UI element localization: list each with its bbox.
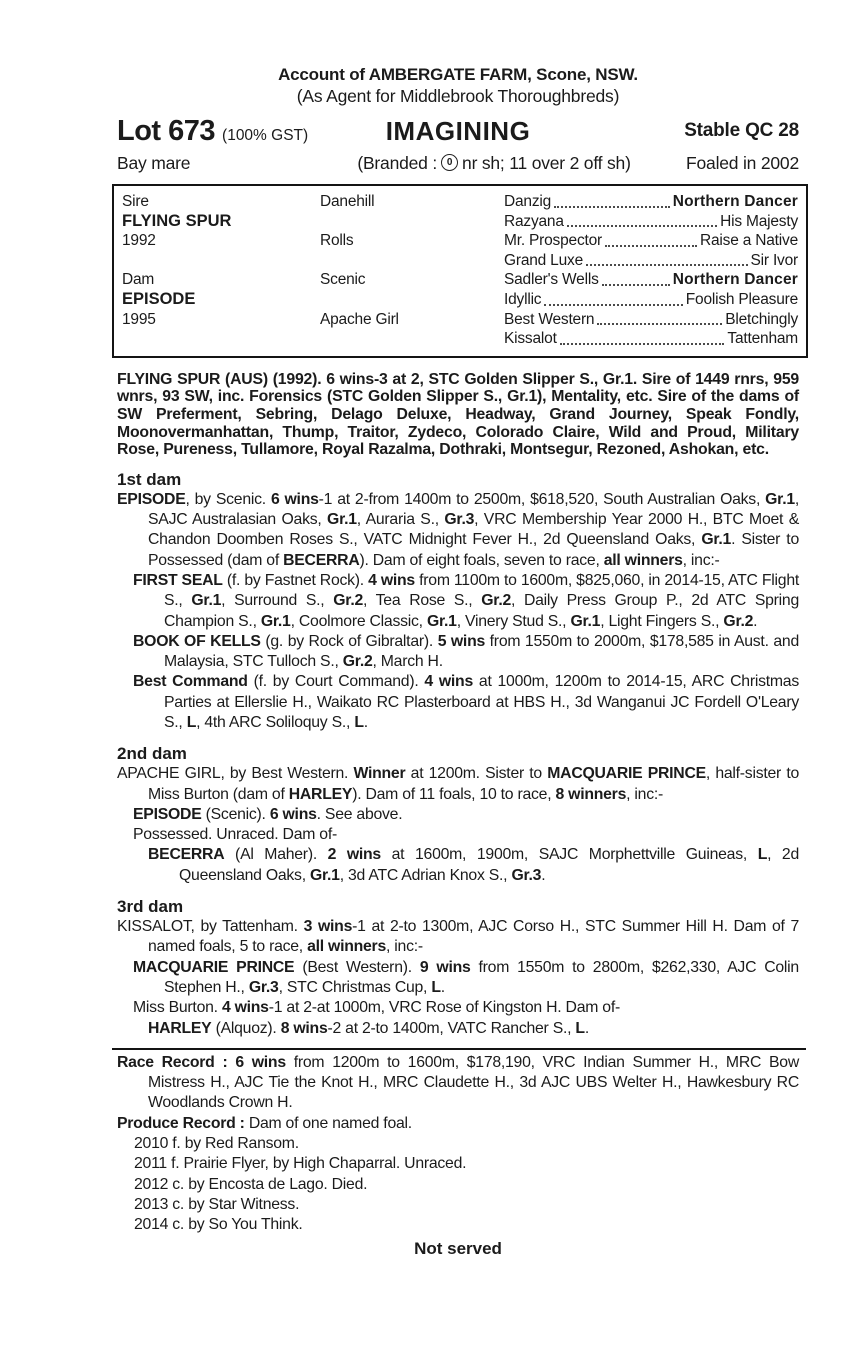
pedigree-gen3-cell — [504, 251, 798, 271]
bold-text: all winners — [603, 551, 683, 569]
pedigree-gen1-cell: Dam — [122, 271, 155, 289]
text: 2010 f. by Red Ransom. — [134, 1135, 299, 1153]
ancestor-name: Sir Ivor — [750, 251, 798, 269]
bold-text: MACQUARIE PRINCE — [547, 765, 706, 783]
pedigree-paragraph — [117, 1019, 799, 1039]
text: (g. by Rock of Gibraltar). — [260, 632, 438, 650]
text: (Alquoz). — [211, 1019, 281, 1037]
bold-text: Produce Record : — [117, 1114, 249, 1132]
dot-leader — [597, 323, 722, 325]
bold-text: MACQUARIE PRINCE — [133, 958, 295, 976]
lot-row — [117, 114, 799, 148]
bold-text: Gr.2 — [333, 592, 363, 610]
text: APACHE GIRL, by Best Western. — [117, 765, 354, 783]
pedigree-gen2-cell: Scenic — [320, 271, 366, 289]
text: . Sister to Possessed (dam of — [148, 531, 799, 569]
ancestor-name: Danzig — [504, 193, 552, 210]
text: at 1200m. Sister to — [405, 765, 548, 783]
pedigree-paragraph — [117, 805, 799, 825]
bold-text: Best Command — [133, 673, 248, 691]
ancestor-name: Raise a Native — [700, 232, 798, 250]
text: , inc:- — [682, 551, 720, 569]
ancestor-name: Grand Luxe — [504, 251, 583, 269]
text: , 2d Queensland Oaks, — [179, 846, 799, 884]
vendor-agent-line: (As Agent for Middlebrook Thoroughbreds) — [296, 86, 620, 106]
pedigree-paragraph — [117, 1053, 799, 1114]
pedigree-row — [122, 231, 798, 251]
bold-text: Gr.1 — [191, 592, 222, 610]
pedigree-table — [112, 184, 808, 358]
text: , Daily Press Group P., 2d ATC Spring Champion S., — [164, 592, 799, 630]
pedigree-gen1-cell: Sire — [122, 193, 149, 210]
bold-text: Gr.1 — [765, 490, 795, 508]
text: (Best Western). — [294, 958, 420, 976]
text: Dam of one named foal. — [248, 1114, 412, 1132]
lot-number: Lot 673 — [117, 115, 216, 147]
pedigree-paragraph — [117, 764, 799, 805]
bold-text: 8 wins — [280, 1019, 328, 1037]
bold-text: Gr.1 — [327, 511, 357, 529]
text: , half-sister to Miss Burton (dam of — [148, 765, 800, 803]
text: Possessed. Unraced. Dam of- — [133, 826, 337, 844]
dot-leader — [605, 245, 697, 247]
text: , inc:- — [386, 938, 423, 956]
bold-text: HARLEY — [148, 1019, 212, 1037]
text: 2011 f. Prairie Flyer, by High Chaparral. Unraced. — [134, 1155, 467, 1173]
bold-text: Winner — [353, 765, 406, 783]
dot-leader — [554, 206, 670, 208]
bold-text: Gr.1 — [426, 612, 457, 630]
bold-text: Gr.1 — [701, 531, 732, 549]
pedigree-paragraph — [117, 1154, 799, 1174]
bold-text: BOOK OF KELLS — [133, 632, 261, 650]
text: from 1550m to 2800m, $262,330, AJC Colin Stephen H., — [164, 958, 799, 996]
pedigree-paragraph — [117, 958, 799, 999]
text: . — [363, 713, 368, 731]
text: , Auraria S., — [356, 511, 445, 529]
pedigree-paragraph — [117, 490, 799, 571]
pedigree-paragraph — [117, 1114, 799, 1134]
ancestor-name: His Majesty — [720, 212, 798, 230]
pedigree-paragraph — [117, 1134, 799, 1154]
stable-reference: Stable QC 28 — [684, 120, 799, 141]
pedigree-row — [122, 290, 798, 310]
text: -1 at 2-from 1400m to 2500m, $618,520, South Australian Oaks, — [318, 490, 766, 508]
pedigree-paragraph — [117, 672, 799, 733]
bold-text: HARLEY — [288, 785, 353, 803]
text: , Vinery Stud S., — [456, 612, 571, 630]
pedigree-row — [122, 251, 798, 271]
pedigree-gen2-cell: Danehill — [320, 193, 375, 210]
pedigree-paragraph — [117, 1195, 799, 1215]
ancestor-name: Idyllic — [504, 290, 542, 308]
bold-text: 4 wins — [221, 999, 269, 1017]
bold-text: 6 wins — [270, 490, 319, 508]
text: from 1200m to 1600m, $178,190, VRC Indian Summer H., MRC Bow Mistress H., AJC Tie the Knot H., MRC Claudette H., 3d AJC UBS Welter H., Hawkesbury RC Woodlands Crown H. — [148, 1053, 799, 1112]
bold-text: L — [431, 978, 441, 996]
brand-suffix: nr sh; 11 over 2 off sh) — [462, 153, 631, 173]
pedigree-gen3-cell — [504, 270, 798, 290]
text: KISSALOT, by Tattenham. — [117, 918, 304, 936]
ancestor-name: Northern Dancer — [672, 271, 798, 289]
dot-leader — [560, 343, 725, 345]
bold-text: Gr.1 — [260, 612, 291, 630]
bold-text: 8 winners — [555, 785, 627, 803]
bold-text: 4 wins — [424, 673, 473, 691]
text: . — [541, 866, 546, 884]
pedigree-paragraph — [117, 1175, 799, 1195]
ancestor-name: Tattenham — [727, 330, 798, 348]
bold-text: 3 wins — [303, 918, 353, 936]
pedigree-paragraph — [117, 917, 799, 958]
text: , by Scenic. — [185, 490, 271, 508]
bold-text: FLYING SPUR (AUS) (1992). 6 wins-3 at 2, STC Golden Slipper S., Gr.1. Sire of 1449 rnrs, 959 wnrs, 93 SW, inc. Forensics (STC Golden Slipper S., Gr.1), Mentality, etc. Sire of the dams of SW Preferment, Sebring, Delago Deluxe, Headway, Grand Journey, Speak Fondly, Moonovermanhattan, Thump, Traitor, Zydeco, Colorado Claire, Wild and Proud, Military Rose, Pureness, Tullamore, Royal Razalma, Dothraki, Montsegur, Rezoned, Ashokan, etc. — [117, 370, 799, 459]
text: 2014 c. by So You Think. — [134, 1216, 303, 1234]
ancestor-name: Sadler's Wells — [504, 271, 599, 289]
text: , 4th ARC Soliloquy S., — [196, 713, 355, 731]
pedigree-row — [122, 310, 798, 330]
text: ). Dam of 11 foals, 10 to race, — [352, 785, 556, 803]
pedigree-paragraph — [117, 825, 799, 845]
pedigree-row — [122, 192, 798, 212]
ancestor-name: Razyana — [504, 212, 564, 230]
text: , Surround S., — [221, 592, 334, 610]
pedigree-gen2-cell: Apache Girl — [320, 310, 399, 328]
text: , March H. — [372, 653, 443, 671]
text: . See above. — [316, 805, 403, 823]
bold-text: L — [575, 1019, 585, 1037]
bold-text: Gr.3 — [444, 511, 475, 529]
sire-summary — [117, 371, 799, 459]
pedigree-paragraph — [117, 998, 799, 1018]
bold-text: 6 wins — [269, 805, 317, 823]
bold-text: Gr.2 — [481, 592, 511, 610]
bold-text: EPISODE — [133, 805, 202, 823]
bold-text: L — [354, 713, 364, 731]
description-row — [117, 151, 799, 175]
ancestor-name: Bletchingly — [725, 310, 798, 328]
bold-text: BECERRA — [148, 846, 225, 864]
brand-prefix: (Branded : — [357, 153, 438, 173]
pedigree-row — [122, 270, 798, 290]
brand-description — [302, 151, 686, 175]
pedigree-gen3-cell — [504, 192, 798, 212]
bold-text: Gr.3 — [248, 978, 279, 996]
ancestor-name: Best Western — [504, 310, 595, 328]
bold-text: 5 wins — [437, 632, 485, 650]
covering-status: Not served — [414, 1238, 502, 1258]
bold-text: L — [757, 846, 768, 864]
pedigree-gen3-cell — [504, 212, 798, 232]
bold-text: 2 wins — [327, 846, 381, 864]
pedigree-gen1-cell: 1992 — [122, 232, 156, 250]
bold-text: Gr.2 — [723, 612, 754, 630]
bold-text: EPISODE — [117, 490, 186, 508]
text: (Al Maher). — [224, 846, 328, 864]
pedigree-gen3-cell — [504, 310, 798, 330]
text: , STC Christmas Cup, — [278, 978, 432, 996]
text: . — [584, 1019, 589, 1037]
pedigree-paragraph — [117, 632, 799, 673]
vendor-account-line: Account of AMBERGATE FARM, Scone, NSW. — [278, 65, 638, 84]
text: , VRC Membership Year 2000 H., BTC Moet & Chandon Doomben Roses S., VATC Midnight Fever H., 2d Queensland Oaks, — [148, 511, 799, 549]
pedigree-text — [117, 470, 799, 1236]
foaled-year: Foaled in 2002 — [686, 153, 799, 173]
text: from 1100m to 1600m, $825,060, in 2014-15, ATC Flight S., — [164, 571, 799, 610]
text: -1 at 2-to 1300m, AJC Corso H., STC Summer Hill H. Dam of 7 named foals, 5 to race, — [148, 918, 799, 956]
bold-text: 4 wins — [368, 571, 415, 589]
pedigree-gen3-cell — [504, 329, 798, 349]
pedigree-gen1-cell: FLYING SPUR — [122, 211, 232, 230]
section-divider — [112, 1048, 806, 1050]
text: 2012 c. by Encosta de Lago. Died. — [134, 1175, 368, 1193]
text: . — [440, 978, 445, 996]
text: , 3d ATC Adrian Knox S., — [339, 866, 512, 884]
ancestor-name: Kissalot — [504, 330, 557, 348]
bold-text: FIRST SEAL — [133, 571, 223, 589]
text: (f. by Fastnet Rock). — [222, 571, 369, 589]
bold-text: L — [186, 713, 197, 731]
text: (f. by Court Command). — [247, 673, 425, 691]
pedigree-gen3-cell — [504, 290, 798, 310]
dot-leader — [586, 264, 748, 266]
bold-text: 9 wins — [419, 958, 471, 976]
horse-name: IMAGINING — [385, 116, 531, 146]
text: from 1550m to 2000m, $178,585 in Aust. and Malaysia, STC Tulloch S., — [164, 632, 799, 671]
text: , Light Fingers S., — [600, 612, 724, 630]
pedigree-gen2-cell: Rolls — [320, 232, 354, 250]
pedigree-paragraph — [117, 845, 799, 886]
ancestor-name: Mr. Prospector — [504, 232, 602, 250]
text: Miss Burton. — [133, 999, 222, 1017]
text: -1 at 2-at 1000m, VRC Rose of Kingston H. Dam of- — [268, 999, 620, 1017]
text: (Scenic). — [201, 805, 270, 823]
pedigree-paragraph — [117, 1215, 799, 1235]
text: ). Dam of eight foals, seven to race, — [359, 551, 604, 569]
brand-mark-icon: 0 — [441, 154, 458, 171]
text: at 1600m, 1900m, SAJC Morphettville Guineas, — [380, 846, 758, 864]
bold-text: BECERRA — [283, 551, 360, 569]
dot-leader — [567, 225, 717, 227]
dot-leader — [602, 284, 670, 286]
text: at 1000m, 1200m to 2014-15, ARC Christmas Parties at Ellerslie H., Waikato RC Plasterboard at HBS H., 3d Wanganui JC Fordell O'Leary S., — [164, 673, 799, 731]
bold-text: Gr.1 — [570, 612, 601, 630]
text: , inc:- — [626, 785, 663, 803]
ancestor-name: Foolish Pleasure — [685, 290, 798, 308]
bold-text: Race Record : 6 wins — [117, 1053, 286, 1071]
text: 2013 c. by Star Witness. — [134, 1195, 300, 1213]
bold-text: Gr.1 — [309, 866, 340, 884]
text: -2 at 2-to 1400m, VATC Rancher S., — [327, 1019, 576, 1037]
section-heading: 3rd dam — [117, 897, 184, 917]
section-heading: 2nd dam — [117, 744, 187, 764]
bold-text: all winners — [307, 938, 386, 956]
pedigree-row — [122, 329, 798, 349]
text: , Tea Rose S., — [363, 592, 482, 610]
text: , SAJC Australasian Oaks, — [148, 490, 800, 529]
pedigree-gen1-cell: 1995 — [122, 310, 156, 328]
colour-sex: Bay mare — [117, 153, 191, 173]
text: , Coolmore Classic, — [290, 612, 427, 630]
page-content — [117, 64, 799, 1260]
dot-leader — [544, 304, 682, 306]
bold-text: Gr.3 — [511, 866, 542, 884]
section-heading: 1st dam — [117, 469, 182, 489]
ancestor-name: Northern Dancer — [672, 193, 798, 210]
pedigree-row — [122, 212, 798, 232]
pedigree-gen1-cell: EPISODE — [122, 289, 196, 308]
gst-note: (100% GST) — [222, 127, 309, 144]
bold-text: Gr.2 — [342, 653, 373, 671]
pedigree-gen3-cell — [504, 231, 798, 251]
text: . — [753, 612, 758, 630]
pedigree-paragraph — [117, 571, 799, 632]
